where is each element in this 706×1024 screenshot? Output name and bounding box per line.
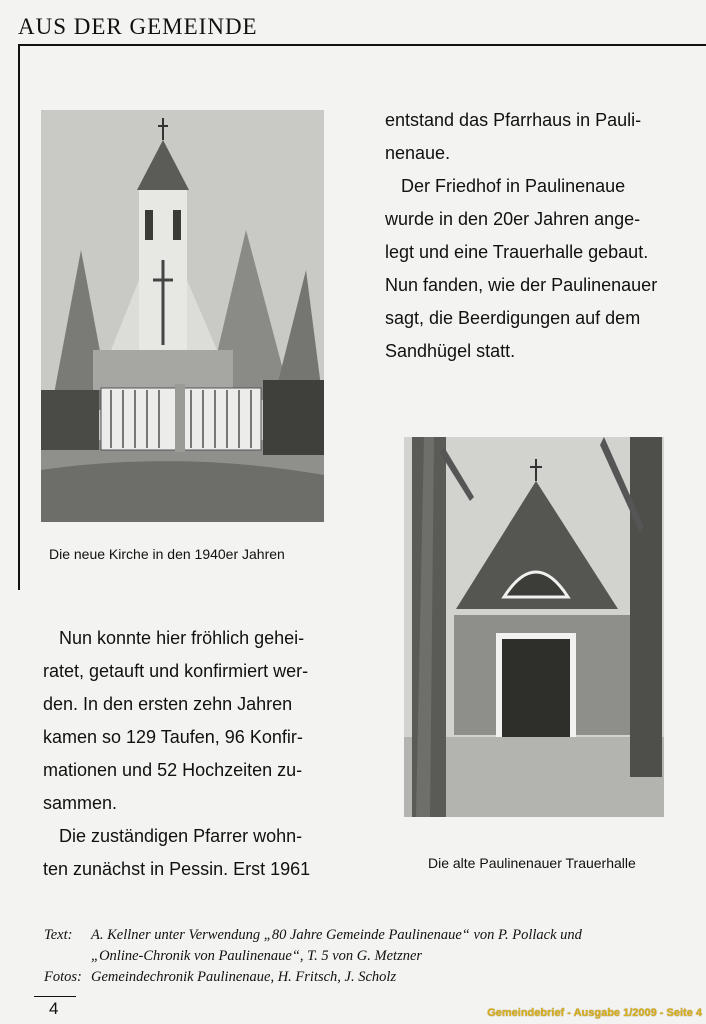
article-line: sammen. (43, 793, 118, 813)
credits-text-line: A. Kellner unter Verwendung „80 Jahre Gemeinde Paulinenaue“ von P. Pollack und (91, 927, 582, 943)
side-rule (18, 44, 20, 590)
credits-text-line: „Online-Chronik von Paulinenaue“, T. 5 von G. Metzner (91, 948, 423, 964)
church-photo-caption: Die neue Kirche in den 1940er Jahren (49, 546, 285, 562)
credits-text-label: Text: (44, 927, 73, 943)
article-line: den. In den ersten zehn Jahren (43, 694, 293, 714)
credits-photo-line: Gemeindechronik Paulinenaue, H. Fritsch, J. Scholz (91, 969, 397, 985)
article-line: wurde in den 20er Jahren ange- (385, 209, 641, 229)
article-line: mationen und 52 Hochzeiten zu- (43, 760, 303, 780)
page-number: 4 (49, 999, 59, 1018)
credits-photo-label: Fotos: (44, 969, 82, 985)
issue-footer: Gemeindebrief - Ausgabe 1/2009 - Seite 4 (487, 1007, 702, 1019)
chapel-illustration (404, 437, 664, 817)
article-column-right (385, 104, 685, 368)
credits-block (44, 925, 582, 988)
article-line: ten zunächst in Pessin. Erst 1961 (43, 859, 311, 879)
article-line: Nun fanden, wie der Paulinenauer (385, 275, 658, 295)
article-line: Sandhügel statt. (385, 341, 516, 361)
church-illustration (41, 110, 324, 522)
article-line: kamen so 129 Taufen, 96 Konfir- (43, 727, 303, 747)
article-line: sagt, die Beerdigungen auf dem (385, 308, 641, 328)
chapel-photo (404, 437, 664, 817)
article-line: legt und eine Trauerhalle gebaut. (385, 242, 649, 262)
article-line: Nun konnte hier fröhlich gehei- (59, 628, 305, 648)
article-line: entstand das Pfarrhaus in Pauli- (385, 110, 642, 130)
header-rule (18, 44, 706, 46)
church-photo (41, 110, 324, 522)
chapel-photo-caption: Die alte Paulinenauer Trauerhalle (428, 855, 636, 871)
article-line: Der Friedhof in Paulinenaue (401, 176, 626, 196)
article-line: ratet, getauft und konfirmiert wer- (43, 661, 309, 681)
article-line: nenaue. (385, 143, 451, 163)
article-column-left (43, 622, 343, 886)
article-line: Die zuständigen Pfarrer wohn- (59, 826, 303, 846)
section-header: AUS DER GEMEINDE (18, 14, 258, 39)
page-number-rule (34, 996, 76, 997)
